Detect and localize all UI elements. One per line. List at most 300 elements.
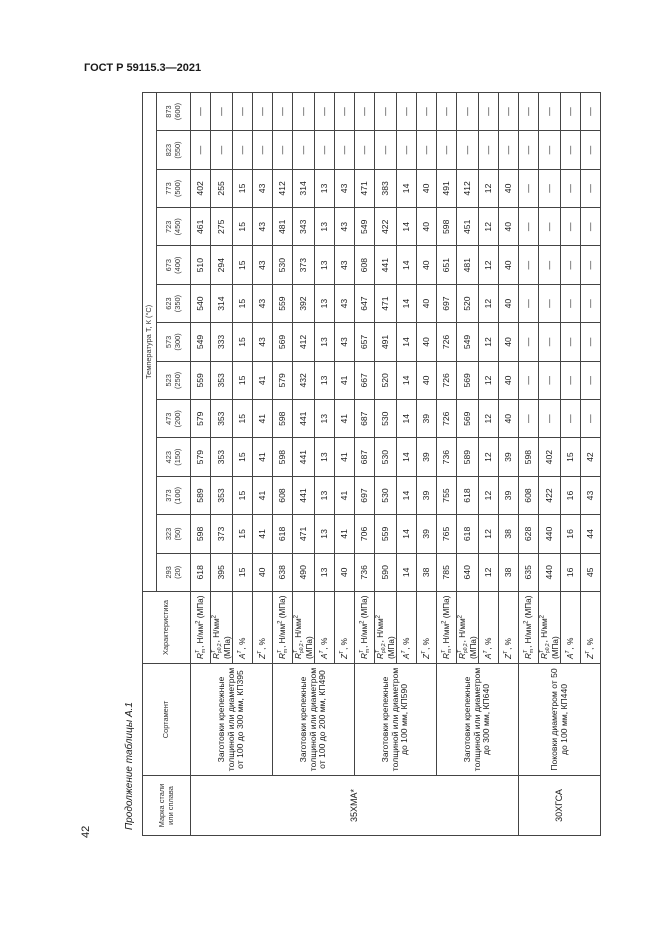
column-header-grade: Марка стали или сплава [143, 776, 191, 836]
temp-kelvin: 673 [164, 259, 174, 272]
value-cell: 441 [293, 400, 315, 438]
value-cell: 41 [335, 476, 355, 514]
value-cell: — [561, 208, 581, 246]
value-cell: — [211, 131, 233, 169]
value-cell: — [561, 400, 581, 438]
assortment-cell: Заготовки крепежные толщиной или диаметром до 100 мм, КП590 [355, 664, 437, 776]
column-header-temp [157, 476, 191, 514]
characteristic-cell: Z T , % [335, 592, 355, 664]
value-cell: 667 [355, 361, 375, 399]
value-cell: 41 [335, 400, 355, 438]
value-cell: 412 [273, 169, 293, 207]
characteristic-cell: A T , % [561, 592, 581, 664]
value-cell: — [581, 92, 601, 131]
value-cell: 15 [233, 361, 253, 399]
value-cell: — [539, 361, 561, 399]
characteristic-cell: R T p0,2 , $Н/мм^2$ (МПа) [457, 592, 479, 664]
value-cell: — [499, 131, 519, 169]
value-cell: 687 [355, 400, 375, 438]
value-cell: 491 [375, 323, 397, 361]
value-cell: 520 [457, 284, 479, 322]
value-cell: 15 [233, 246, 253, 284]
value-cell: — [581, 284, 601, 322]
value-cell: 12 [479, 208, 499, 246]
value-cell: — [561, 92, 581, 131]
column-header-characteristic: Характеристика [143, 592, 191, 664]
value-cell: 39 [417, 438, 437, 476]
value-cell: 618 [457, 476, 479, 514]
column-header-temp [157, 553, 191, 591]
value-cell: — [355, 92, 375, 131]
value-cell: 765 [437, 515, 457, 553]
value-cell: 608 [273, 476, 293, 514]
value-cell: 13 [315, 515, 335, 553]
value-cell: 569 [457, 361, 479, 399]
value-cell: 373 [211, 515, 233, 553]
value-cell: — [519, 131, 539, 169]
value-cell: 12 [479, 400, 499, 438]
value-cell: 40 [253, 553, 273, 591]
value-cell: 635 [519, 553, 539, 591]
value-cell: — [561, 284, 581, 322]
value-cell: 43 [335, 169, 355, 207]
value-cell: 432 [293, 361, 315, 399]
value-cell: 422 [375, 208, 397, 246]
value-cell: 43 [253, 169, 273, 207]
column-header-temp [157, 515, 191, 553]
assortment-cell: Заготовки крепежные толщиной или диаметром от 100 до 200 мм, КП490 [273, 664, 355, 776]
assortment-cell: Заготовки крепежные толщиной или диаметром до 300 мм, КП640 [437, 664, 519, 776]
value-cell: 40 [499, 323, 519, 361]
value-cell: 16 [561, 515, 581, 553]
temp-celsius: (400) [172, 256, 182, 274]
temp-celsius: (500) [172, 179, 182, 198]
value-cell: 275 [211, 208, 233, 246]
value-cell: — [233, 92, 253, 131]
value-cell: 40 [417, 208, 437, 246]
value-cell: 314 [211, 284, 233, 322]
value-cell: 579 [191, 438, 211, 476]
value-cell: 40 [499, 208, 519, 246]
value-cell: 353 [211, 476, 233, 514]
value-cell: 353 [211, 438, 233, 476]
temp-kelvin: 723 [164, 220, 174, 233]
value-cell: 15 [233, 553, 253, 591]
characteristic-cell: R T m , $Н/мм^2$ (МПа) [273, 592, 293, 664]
value-cell: 14 [397, 438, 417, 476]
rotated-table-container [124, 93, 595, 836]
value-cell: — [539, 208, 561, 246]
value-cell: — [417, 92, 437, 131]
table-row [191, 92, 211, 835]
value-cell: — [375, 131, 397, 169]
value-cell: 41 [253, 476, 273, 514]
value-cell: 14 [397, 515, 417, 553]
value-cell: 39 [417, 400, 437, 438]
value-cell: 40 [417, 246, 437, 284]
value-cell: 12 [479, 476, 499, 514]
value-cell: 510 [191, 246, 211, 284]
value-cell: 392 [293, 284, 315, 322]
characteristic-cell: Z T , % [253, 592, 273, 664]
value-cell: 13 [315, 323, 335, 361]
temp-celsius: (250) [172, 371, 182, 389]
value-cell: — [417, 131, 437, 169]
value-cell: 43 [581, 476, 601, 514]
value-cell: 471 [355, 169, 375, 207]
characteristic-cell: A T , % [233, 592, 253, 664]
value-cell: 14 [397, 169, 417, 207]
value-cell: 12 [479, 246, 499, 284]
characteristic-cell: R T p0,2 , $Н/мм^2$ (МПа) [211, 592, 233, 664]
value-cell: 697 [437, 284, 457, 322]
temp-kelvin: 473 [164, 412, 174, 425]
value-cell: 471 [375, 284, 397, 322]
value-cell: 43 [335, 323, 355, 361]
temp-celsius: (100) [172, 486, 182, 505]
value-cell: — [539, 92, 561, 131]
value-cell: 40 [499, 400, 519, 438]
column-header-temp [157, 323, 191, 361]
value-cell: 38 [499, 553, 519, 591]
value-cell: 569 [457, 400, 479, 438]
value-cell: 598 [273, 438, 293, 476]
value-cell: 15 [233, 208, 253, 246]
value-cell: — [253, 92, 273, 131]
table-row [437, 92, 457, 835]
value-cell: — [397, 131, 417, 169]
value-cell: 15 [233, 438, 253, 476]
value-cell: 15 [233, 515, 253, 553]
value-cell: 402 [191, 169, 211, 207]
value-cell: — [335, 131, 355, 169]
value-cell: 14 [397, 400, 417, 438]
value-cell: 12 [479, 361, 499, 399]
column-header-temp [157, 361, 191, 399]
value-cell: 726 [437, 323, 457, 361]
value-cell: 353 [211, 361, 233, 399]
value-cell: — [273, 131, 293, 169]
value-cell: 43 [335, 284, 355, 322]
value-cell: 726 [437, 400, 457, 438]
value-cell: 15 [233, 400, 253, 438]
value-cell: — [539, 169, 561, 207]
value-cell: 15 [233, 476, 253, 514]
value-cell: — [539, 131, 561, 169]
value-cell: 549 [355, 208, 375, 246]
value-cell: 14 [397, 323, 417, 361]
value-cell: — [581, 208, 601, 246]
value-cell: 41 [335, 361, 355, 399]
value-cell: 647 [355, 284, 375, 322]
value-cell: 41 [253, 515, 273, 553]
value-cell: — [539, 323, 561, 361]
value-cell: 402 [539, 438, 561, 476]
value-cell: 15 [233, 323, 253, 361]
characteristic-cell: R T p0,2 , $Н/мм^2$ (МПа) [293, 592, 315, 664]
temp-kelvin: 573 [164, 335, 174, 349]
value-cell: 16 [561, 553, 581, 591]
value-cell: 598 [437, 208, 457, 246]
characteristic-cell: Z T , % [417, 592, 437, 664]
value-cell: 16 [561, 476, 581, 514]
temp-celsius: (350) [172, 294, 182, 313]
value-cell: 39 [417, 515, 437, 553]
value-cell: 43 [253, 208, 273, 246]
value-cell: 13 [315, 208, 335, 246]
characteristic-cell: R T p0,2 , $Н/мм^2$ (МПа) [539, 592, 561, 664]
value-cell: 43 [335, 208, 355, 246]
column-header-temp [157, 208, 191, 246]
value-cell: 40 [499, 284, 519, 322]
value-cell: 530 [375, 476, 397, 514]
value-cell: 43 [253, 246, 273, 284]
value-cell: 640 [457, 553, 479, 591]
column-header-temp [157, 400, 191, 438]
temp-kelvin: 423 [164, 450, 174, 464]
value-cell: 549 [457, 323, 479, 361]
value-cell: 569 [273, 323, 293, 361]
grade-cell: 35ХМА* [191, 776, 519, 836]
value-cell: 687 [355, 438, 375, 476]
value-cell: 14 [397, 284, 417, 322]
value-cell: 13 [315, 438, 335, 476]
value-cell: 441 [375, 246, 397, 284]
value-cell: — [519, 169, 539, 207]
temp-kelvin: 523 [164, 374, 174, 387]
value-cell: 441 [293, 476, 315, 514]
value-cell: 736 [355, 553, 375, 591]
value-cell: 628 [519, 515, 539, 553]
value-cell: 520 [375, 361, 397, 399]
value-cell: 43 [253, 284, 273, 322]
value-cell: — [519, 323, 539, 361]
value-cell: 45 [581, 553, 601, 591]
value-cell: 13 [315, 361, 335, 399]
value-cell: — [561, 323, 581, 361]
value-cell: — [253, 131, 273, 169]
value-cell: 530 [375, 400, 397, 438]
properties-table [142, 92, 601, 836]
value-cell: 579 [273, 361, 293, 399]
value-cell: — [581, 361, 601, 399]
value-cell: — [233, 131, 253, 169]
value-cell: — [519, 92, 539, 131]
value-cell: 461 [191, 208, 211, 246]
value-cell: 471 [293, 515, 315, 553]
characteristic-cell: Z T , % [581, 592, 601, 664]
value-cell: 481 [457, 246, 479, 284]
temp-celsius: (20) [172, 565, 182, 579]
value-cell: 785 [437, 553, 457, 591]
value-cell: — [561, 169, 581, 207]
temp-celsius: (300) [172, 333, 182, 351]
value-cell: — [397, 92, 417, 131]
value-cell: 40 [499, 246, 519, 284]
value-cell: 14 [397, 361, 417, 399]
value-cell: 608 [355, 246, 375, 284]
value-cell: 13 [315, 400, 335, 438]
value-cell: — [293, 131, 315, 169]
value-cell: — [437, 131, 457, 169]
value-cell: 373 [293, 246, 315, 284]
value-cell: 12 [479, 438, 499, 476]
value-cell: 651 [437, 246, 457, 284]
value-cell: — [211, 92, 233, 131]
value-cell: 38 [417, 553, 437, 591]
document-header: ГОСТ Р 59115.3—2021 [84, 62, 202, 74]
value-cell: 412 [293, 323, 315, 361]
value-cell: 41 [335, 438, 355, 476]
value-cell: — [315, 92, 335, 131]
value-cell: — [581, 246, 601, 284]
column-header-temp [157, 284, 191, 322]
value-cell: 41 [253, 400, 273, 438]
value-cell: 540 [191, 284, 211, 322]
value-cell: — [561, 131, 581, 169]
temp-kelvin: 323 [164, 527, 174, 541]
value-cell: — [519, 208, 539, 246]
value-cell: — [335, 92, 355, 131]
temp-kelvin: 873 [164, 105, 174, 118]
value-cell: 736 [437, 438, 457, 476]
value-cell: — [191, 92, 211, 131]
value-cell: 40 [417, 284, 437, 322]
value-cell: 15 [233, 169, 253, 207]
value-cell: — [581, 400, 601, 438]
value-cell: 40 [417, 323, 437, 361]
characteristic-cell: R T m , $Н/мм^2$ (МПа) [437, 592, 457, 664]
value-cell: 697 [355, 476, 375, 514]
value-cell: 353 [211, 400, 233, 438]
value-cell: — [519, 361, 539, 399]
value-cell: 638 [273, 553, 293, 591]
value-cell: 12 [479, 169, 499, 207]
value-cell: 579 [191, 400, 211, 438]
value-cell: — [191, 131, 211, 169]
value-cell: — [375, 92, 397, 131]
value-cell: 14 [397, 553, 417, 591]
value-cell: 559 [273, 284, 293, 322]
value-cell: 559 [191, 361, 211, 399]
value-cell: — [479, 131, 499, 169]
table-row [519, 92, 539, 835]
value-cell: 12 [479, 553, 499, 591]
value-cell: 440 [539, 553, 561, 591]
value-cell: 598 [191, 515, 211, 553]
value-cell: 618 [273, 515, 293, 553]
assortment-cell: Поковки диаметром от 50 до 100 мм, КП440 [519, 664, 601, 776]
value-cell: — [539, 246, 561, 284]
grade-cell: 30ХГСА [519, 776, 601, 836]
value-cell: 39 [499, 476, 519, 514]
characteristic-cell: R T p0,2 , $Н/мм^2$ (МПа) [375, 592, 397, 664]
value-cell: 41 [335, 515, 355, 553]
value-cell: 618 [457, 515, 479, 553]
value-cell: — [561, 246, 581, 284]
value-cell: 559 [375, 515, 397, 553]
value-cell: 395 [211, 553, 233, 591]
value-cell: — [457, 92, 479, 131]
value-cell: 13 [315, 169, 335, 207]
column-header-temp [157, 246, 191, 284]
value-cell: 549 [191, 323, 211, 361]
value-cell: 589 [191, 476, 211, 514]
value-cell: 598 [273, 400, 293, 438]
value-cell: 530 [375, 438, 397, 476]
value-cell: 530 [273, 246, 293, 284]
value-cell: 40 [499, 361, 519, 399]
value-cell: 42 [581, 438, 601, 476]
value-cell: — [561, 361, 581, 399]
characteristic-cell: A T , % [315, 592, 335, 664]
value-cell: 590 [375, 553, 397, 591]
value-cell: — [293, 92, 315, 131]
value-cell: 490 [293, 553, 315, 591]
value-cell: 43 [335, 246, 355, 284]
assortment-cell: Заготовки крепежные толщиной или диаметром от 100 до 300 мм, КП395 [191, 664, 273, 776]
value-cell: — [519, 400, 539, 438]
value-cell: 706 [355, 515, 375, 553]
value-cell: — [315, 131, 335, 169]
value-cell: — [355, 131, 375, 169]
value-cell: 333 [211, 323, 233, 361]
value-cell: — [437, 92, 457, 131]
value-cell: 39 [417, 476, 437, 514]
characteristic-cell: R T m , $Н/мм^2$ (МПа) [191, 592, 211, 664]
temp-celsius: (150) [172, 448, 182, 466]
temp-celsius: (450) [172, 218, 182, 236]
value-cell: — [539, 400, 561, 438]
value-cell: 40 [499, 169, 519, 207]
temp-kelvin: 823 [164, 143, 174, 157]
value-cell: — [581, 169, 601, 207]
value-cell: — [581, 131, 601, 169]
value-cell: — [273, 92, 293, 131]
value-cell: 451 [457, 208, 479, 246]
characteristic-cell: A T , % [397, 592, 417, 664]
value-cell: 44 [581, 515, 601, 553]
temp-celsius: (550) [172, 141, 182, 159]
value-cell: — [519, 284, 539, 322]
page-number: 42 [80, 825, 92, 838]
table-caption: Продолжение таблицы А.1 [124, 702, 135, 830]
value-cell: 13 [315, 553, 335, 591]
value-cell: 294 [211, 246, 233, 284]
value-cell: — [457, 131, 479, 169]
value-cell: 13 [315, 476, 335, 514]
column-header-temperature: Температура T, К (°C) [143, 92, 157, 591]
value-cell: 412 [457, 169, 479, 207]
table-row [355, 92, 375, 835]
value-cell: 618 [191, 553, 211, 591]
value-cell: 15 [561, 438, 581, 476]
value-cell: 12 [479, 323, 499, 361]
value-cell: 343 [293, 208, 315, 246]
characteristic-cell: A T , % [479, 592, 499, 664]
value-cell: 13 [315, 246, 335, 284]
temp-kelvin: 373 [164, 489, 174, 502]
value-cell: 422 [539, 476, 561, 514]
value-cell: 608 [519, 476, 539, 514]
value-cell: — [499, 92, 519, 131]
characteristic-cell: R T m , $Н/мм^2$ (МПа) [519, 592, 539, 664]
value-cell: 38 [499, 515, 519, 553]
value-cell: 589 [457, 438, 479, 476]
value-cell: 726 [437, 361, 457, 399]
value-cell: 13 [315, 284, 335, 322]
header-row-top [143, 92, 157, 835]
